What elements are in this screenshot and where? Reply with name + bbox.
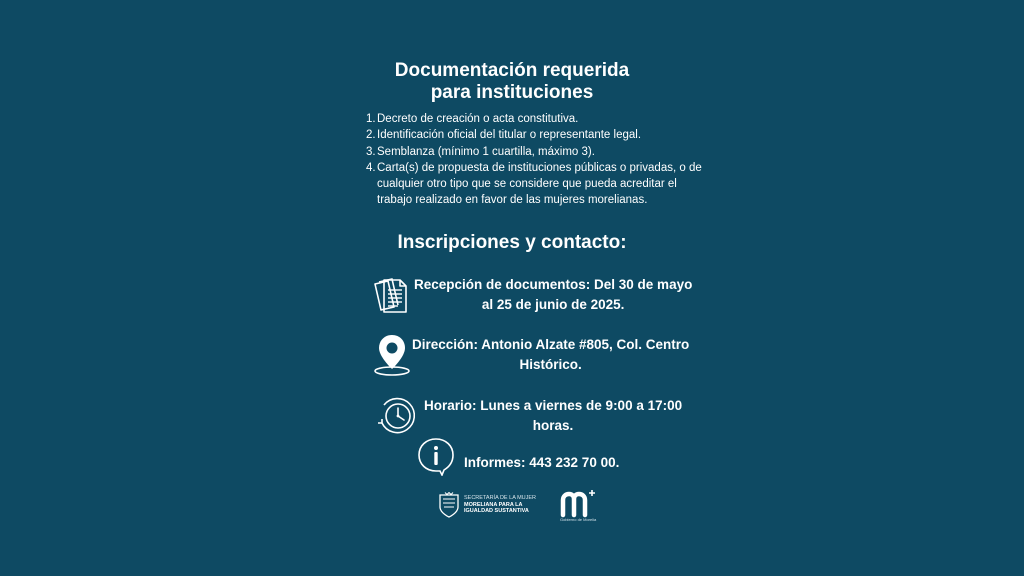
reception-line-2: al 25 de junio de 2025.: [481, 297, 625, 312]
item-number: 4.: [366, 161, 376, 174]
list-item: [366, 144, 706, 160]
secretaria-line-3: IGUALDAD SUSTANTIVA: [464, 508, 529, 515]
list-item: [366, 160, 706, 209]
m-logo-caption: Gobierno de Morelia: [560, 517, 597, 522]
secretaria-line-1: SECRETARÍA DE LA MUJER: [464, 495, 537, 502]
title-line-2: para instituciones: [430, 82, 594, 103]
reception-line-1: Recepción de documentos: Del 30 de mayo: [414, 277, 693, 292]
item-text: Identificación oficial del titular o representante legal.: [377, 129, 642, 142]
m-logo-icon: [560, 488, 600, 518]
item-number: 1.: [366, 113, 376, 125]
item-number: 2.: [366, 129, 376, 142]
list-item: [366, 127, 706, 143]
documents-icon: [370, 274, 410, 316]
info-chat-icon: [416, 436, 456, 476]
location-pin-icon: [372, 333, 412, 377]
clock-icon: [374, 393, 420, 439]
item-text: Decreto de creación o acta constitutiva.: [377, 113, 579, 125]
reception-text: [414, 275, 692, 315]
address-line-2: Histórico.: [519, 357, 582, 372]
list-item: [366, 111, 706, 127]
item-text: Semblanza (mínimo 1 cuartilla, máximo 3).: [377, 145, 595, 158]
shield-icon: [438, 492, 460, 518]
reception-row: [370, 274, 692, 316]
address-row: [372, 333, 689, 377]
page-title: [0, 60, 1024, 104]
hours-row: [374, 393, 682, 439]
secretaria-line-2: MORELIANA PARA LA: [464, 501, 523, 508]
address-line-1: Dirección: Antonio Alzate #805, Col. Centro: [412, 337, 690, 352]
secretaria-logo: [438, 492, 536, 518]
requirements-list: [366, 111, 706, 209]
secretaria-text: [464, 495, 536, 515]
hours-line-1: Horario: Lunes a viernes de 9:00 a 17:00: [424, 398, 683, 413]
hours-line-2: horas.: [532, 418, 574, 433]
hours-text: [424, 396, 682, 436]
info-text: Informes: 443 232 70 00.: [464, 455, 620, 470]
item-text: Carta(s) de propuesta de instituciones públicas o privadas, o de cualquier otro tipo que se considere que pueda acreditar el trabajo realizado en favor de las mujeres morelianas.: [377, 161, 702, 207]
item-number: 3.: [366, 145, 376, 158]
info-row: [416, 436, 619, 476]
contact-heading: Inscripciones y contacto:: [397, 232, 627, 253]
title-line-1: Documentación requerida: [394, 60, 630, 81]
address-text: [412, 335, 689, 375]
